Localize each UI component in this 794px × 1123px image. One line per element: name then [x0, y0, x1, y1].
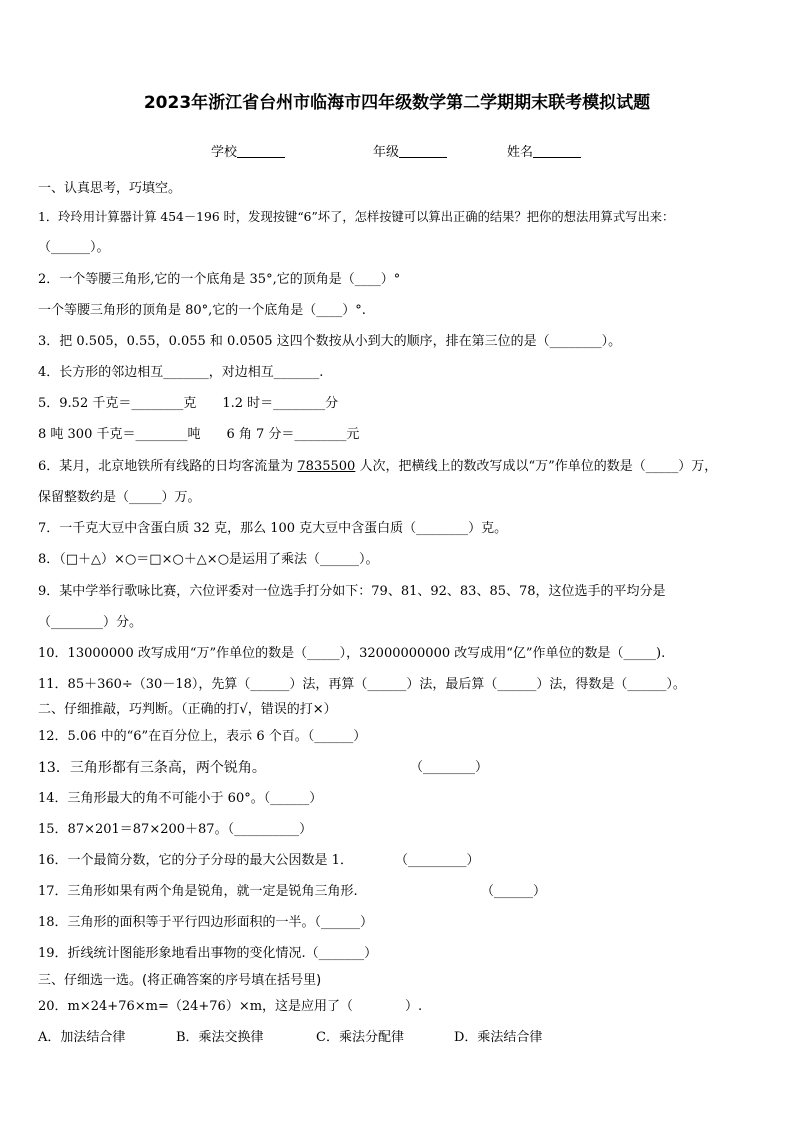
question-16: 16．一个最简分数，它的分子分母的最大公因数是 1．	[38, 853, 353, 868]
question-13-answer: （________）	[410, 760, 489, 775]
section-3-heading: 三、仔细选一选。(将正确答案的序号填在括号里)	[38, 973, 322, 988]
question-16-answer: （_________）	[395, 853, 480, 868]
question-4: 4．长方形的邻边相互_______，对边相互_______.	[38, 365, 324, 380]
school-field[interactable]	[211, 141, 285, 160]
grade-blank[interactable]	[399, 144, 447, 158]
question-6-part1: 6．某月，北京地铁所有线路的日均客流量为	[38, 459, 298, 474]
question-6	[38, 459, 717, 475]
option-a: A．加法结合律	[38, 1030, 126, 1045]
question-13: 13．三角形都有三条高，两个锐角。	[38, 760, 266, 776]
school-label: 学校	[211, 145, 238, 160]
question-15: 15．87×201＝87×200＋87。（__________）	[38, 822, 313, 837]
section-2-heading: 二、仔细推敲，巧判断。（正确的打√，错误的打×）	[38, 702, 337, 717]
question-1-answer: （______）。	[38, 240, 110, 255]
question-9-cont: （________）分。	[38, 615, 143, 630]
page-title: 2023年浙江省台州市临海市四年级数学第二学期期末联考模拟试题	[143, 93, 651, 113]
question-1: 1．玲玲用计算器计算 454－196 时，发现按键“6”坏了，怎样按键可以算出正确的结果？把你的想法用算式写出来：	[38, 210, 675, 224]
question-8: 8．（□＋△）×○＝□×○＋△×○是运用了乘法（______）。	[38, 552, 379, 567]
grade-label: 年级	[373, 145, 400, 160]
name-blank[interactable]	[533, 144, 581, 158]
school-blank[interactable]	[237, 144, 285, 158]
question-7: 7．一千克大豆中含蛋白质 32 克，那么 100 克大豆中含蛋白质（________）克。	[38, 521, 508, 536]
name-label: 姓名	[507, 145, 534, 160]
question-12: 12．5.06 中的“6”在百分位上，表示 6 个百。（______）	[38, 729, 367, 744]
question-6-number: 7835500	[297, 459, 356, 474]
question-20: 20．m×24+76×m=（24+76）×m，这是应用了（ ）.	[38, 999, 423, 1014]
question-17: 17．三角形如果有两个角是锐角，就一定是锐角三角形.	[38, 884, 358, 899]
question-17-answer: （______）	[481, 884, 547, 899]
question-5a: 5．9.52 千克＝________克 1.2 时＝________分	[38, 396, 339, 411]
question-2b: 一个等腰三角形的顶角是 80°,它的一个底角是（____）°.	[38, 303, 366, 318]
question-6-cont: 保留整数约是（_____）万。	[38, 490, 201, 505]
option-c: C．乘法分配律	[316, 1030, 404, 1045]
question-5b: 8 吨 300 千克＝________吨 6 角 7 分＝________元	[38, 427, 360, 442]
option-b: B．乘法交换律	[176, 1030, 264, 1045]
option-d: D．乘法结合律	[454, 1030, 543, 1045]
section-1-heading: 一、认真思考，巧填空。	[38, 181, 182, 196]
question-9: 9．某中学举行歌咏比赛，六位评委对一位选手打分如下：79、81、92、83、85、78，这位选手的平均分是	[38, 584, 666, 599]
question-14: 14．三角形最大的角不可能小于 60°。（______）	[38, 791, 323, 806]
question-3: 3．把 0.505，0.55，0.055 和 0.0505 这四个数按从小到大的顺序，排在第三位的是（________）。	[38, 334, 622, 349]
question-11: 11．85＋360÷（30－18），先算（______）法，再算（______）法，最后算（______）法，得数是（______）。	[38, 677, 686, 692]
question-2a: 2．一个等腰三角形,它的一个底角是 35°,它的顶角是（____）°	[38, 272, 401, 287]
question-18: 18．三角形的面积等于平行四边形面积的一半。（______）	[38, 915, 374, 930]
question-6-part2: 人次，把横线上的数改写成以“万”作单位的数是（_____）万，	[355, 459, 718, 474]
grade-field[interactable]	[373, 141, 447, 160]
question-10: 10．13000000 改写成用“万”作单位的数是（_____），32000000000 改写成用“亿”作单位的数是（_____).	[38, 646, 666, 661]
question-19: 19．折线统计图能形象地看出事物的变化情况.（_______）	[38, 946, 378, 961]
name-field[interactable]	[507, 141, 581, 160]
